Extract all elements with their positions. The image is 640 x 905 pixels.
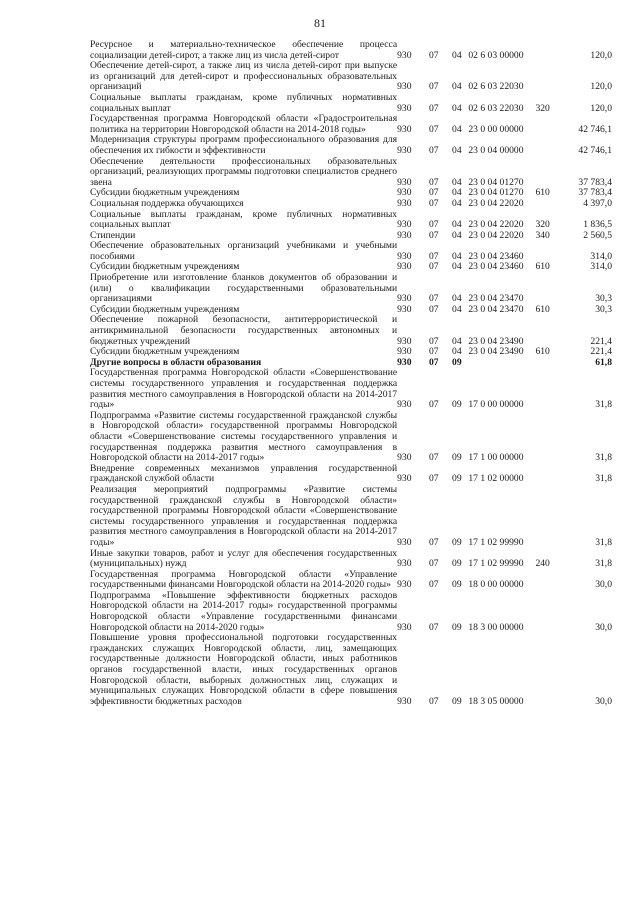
row-name-cell: Обеспечение образовательных организаций учебниками и учебными пособиями [90,240,398,262]
subsection-code-cell: 09 [452,356,462,368]
target-article-cell: 17 1 00 00000 [468,452,524,464]
section-code-cell: 07 [428,250,439,262]
subsection-code-cell: 09 [452,473,462,485]
ministry-code-cell: 930 [397,229,412,241]
expense-type-cell [535,61,560,93]
target-article-cell: 23 0 04 22020 [468,229,524,241]
section-code-cell: 07 [428,219,439,231]
row-name-cell: Государственная программа Новгородской области «Градостроительная политика на территории Новгородской области на 2014-2018 годы» [90,113,398,135]
ministry-code-cell: 930 [397,261,412,273]
row-name-cell: Стипендии [90,229,136,241]
ministry-code-cell: 930 [397,399,412,411]
section-code-cell: 07 [428,473,439,485]
expense-type-cell [535,40,560,61]
amount-cell: 42 746,1 [578,144,612,156]
amount-cell: 31,8 [595,558,612,570]
target-article-cell: 02 6 03 22030 [468,81,524,93]
amount-cell: 31,8 [595,473,612,485]
table-row [90,411,612,464]
subsection-code-cell: 09 [452,536,462,548]
amount-cell: 37 783,4 [578,187,612,199]
expense-type-cell [535,199,560,210]
table-row [90,114,612,135]
subsection-code-cell: 04 [452,261,462,273]
budget-table-body [90,40,612,707]
subsection-code-cell: 09 [452,558,462,570]
expense-type-cell: 240 [535,558,550,570]
ministry-code-cell: 930 [397,144,412,156]
amount-cell: 120,0 [590,102,612,114]
section-code-cell: 07 [428,229,439,241]
section-code-cell: 07 [428,579,439,591]
table-row [90,61,612,93]
ministry-code-cell: 930 [397,123,412,135]
section-code-cell: 07 [428,123,439,135]
target-article-cell [468,358,535,369]
subsection-code-cell: 04 [452,176,462,188]
target-article-cell: 17 0 00 00000 [468,399,524,411]
section-code-cell: 07 [428,49,439,61]
target-article-cell: 23 0 04 23460 [468,250,524,262]
page-number: 81 [314,16,326,30]
section-code-cell: 07 [428,144,439,156]
amount-cell: 120,0 [590,81,612,93]
ministry-code-cell: 930 [397,579,412,591]
subsection-code-cell: 09 [452,621,462,633]
table-row [90,199,612,210]
target-article-cell: 23 0 04 01270 [468,187,524,199]
expense-type-cell [535,411,560,464]
target-article-cell: 23 0 04 23490 [468,346,524,358]
target-article-cell: 02 6 03 22030 [468,102,524,114]
table-row [90,570,612,591]
subsection-code-cell: 04 [452,197,462,209]
subsection-code-cell: 04 [452,250,462,262]
subsection-code-cell: 04 [452,293,462,305]
subsection-code-cell: 04 [452,102,462,114]
ministry-code-cell: 930 [397,219,412,231]
row-name-cell: Подпрограмма «Развитие системы государственной гражданской службы в Новгородской области» государственной программы Новгородской области «Совершенствование системы государственного управления и государственная поддержка развития местного самоуправления в Новгородской области на 2014-2017 годы» [90,409,398,464]
amount-cell: 1 836,5 [583,219,612,231]
expense-type-cell [535,315,560,347]
row-name-cell: Другие вопросы в области образования [90,356,262,368]
amount-cell: 31,8 [595,452,612,464]
subsection-code-cell: 04 [452,219,462,231]
expense-type-cell [535,485,560,549]
amount-cell: 30,3 [595,303,612,315]
expense-type-cell: 320 [535,219,550,231]
section-code-cell: 07 [428,102,439,114]
expense-type-cell: 610 [535,261,550,273]
row-name-cell: Социальная поддержка обучающихся [90,197,244,209]
target-article-cell: 23 0 04 23470 [468,303,524,315]
section-code-cell: 07 [428,621,439,633]
row-name-cell: Субсидии бюджетным учреждениям [90,187,240,199]
amount-cell: 31,8 [595,536,612,548]
section-code-cell: 07 [428,536,439,548]
target-article-cell: 17 1 02 99990 [468,536,524,548]
expense-type-cell: 320 [535,102,550,114]
target-article-cell: 17 1 02 00000 [468,473,524,485]
subsection-code-cell: 09 [452,579,462,591]
expense-type-cell [535,633,560,707]
expense-type-cell [535,241,560,262]
expense-type-cell [535,464,560,485]
target-article-cell: 23 0 04 23490 [468,335,524,347]
row-name-cell: Иные закупки товаров, работ и услуг для обеспечения государственных (муниципальных) нужд [90,547,398,570]
target-article-cell: 23 0 04 00000 [468,144,524,156]
ministry-code-cell: 930 [397,335,412,347]
row-name-cell: Подпрограмма «Повышение эффективности бюджетных расходов Новгородской области на 2014-2017 годы» государственной программы Новгородской области «Управление государственными финансами Новгородской области на 2014-2020 годы» [90,589,398,633]
target-article-cell: 23 0 04 22020 [468,197,524,209]
amount-cell: 30,3 [595,293,612,305]
subsection-code-cell: 04 [452,49,462,61]
ministry-code-cell: 930 [397,303,412,315]
section-code-cell: 07 [428,176,439,188]
target-article-cell: 23 0 04 23470 [468,293,524,305]
subsection-code-cell: 04 [452,346,462,358]
row-name-cell: Повышение уровня профессиональной подготовки государственных гражданских служащих Новгородской области, лиц, замещающих государственные должности Новгородской области, иных работников органов государственной власти, иных государственных органов Новгородской области, выборных должностных лиц, служащих и муниципальных служащих Новгородской области в сфере повышения эффективности бюджетных расходов [90,632,398,707]
section-code-cell: 07 [428,81,439,93]
ministry-code-cell: 930 [397,187,412,199]
section-code-cell: 07 [428,187,439,199]
expense-type-cell [535,157,560,189]
row-name-cell: Приобретение или изготовление бланков документов об образовании и (или) о квалификации государственными образовательными организациями [90,272,398,305]
amount-cell: 42 746,1 [578,123,612,135]
amount-cell: 61,8 [595,356,612,368]
ministry-code-cell: 930 [397,176,412,188]
subsection-code-cell: 04 [452,123,462,135]
expense-type-cell: 610 [535,346,550,358]
ministry-code-cell: 930 [397,473,412,485]
expense-type-cell [535,368,560,410]
section-code-cell: 07 [428,695,439,707]
section-code-cell: 07 [428,197,439,209]
table-row [90,93,612,114]
table-row [90,549,612,570]
ministry-code-cell: 930 [397,536,412,548]
section-code-cell: 07 [428,452,439,464]
section-code-cell: 07 [428,335,439,347]
row-name-cell: Государственная программа Новгородской области «Управление государственными финансами Новгородской области на 2014-2020 годы» [90,568,398,591]
ministry-code-cell: 930 [397,346,412,358]
amount-cell: 314,0 [590,250,612,262]
ministry-code-cell: 930 [397,293,412,305]
expense-type-cell: 610 [535,187,550,199]
subsection-code-cell: 04 [452,187,462,199]
expense-type-cell [535,358,560,369]
ministry-code-cell: 930 [397,452,412,464]
row-name-cell: Социальные выплаты гражданам, кроме публичных нормативных социальных выплат [90,208,398,231]
table-row [90,591,612,633]
table-row [90,210,612,231]
row-name-cell: Модернизация структуры программ профессионального образования для обеспечения их гибкости и эффективности [90,134,398,156]
amount-cell: 2 560,5 [583,229,612,241]
target-article-cell: 23 0 04 01270 [468,176,524,188]
ministry-code-cell: 930 [397,695,412,707]
subsection-code-cell: 04 [452,335,462,347]
section-code-cell: 07 [428,293,439,305]
subsection-code-cell: 09 [452,399,462,411]
table-row [90,464,612,485]
table-row [90,315,612,347]
expense-type-cell [535,570,560,591]
row-name-cell: Субсидии бюджетным учреждениям [90,346,240,358]
budget-table [90,40,612,707]
amount-cell: 30,0 [595,621,612,633]
target-article-cell: 23 0 00 00000 [468,123,524,135]
expense-type-cell [535,273,560,305]
row-name-cell: Обеспечение пожарной безопасности, антитеррористической и антикриминальной безопасности государственных автономных и бюджетных учреждений [90,314,398,347]
ministry-code-cell: 930 [397,49,412,61]
table-row [90,633,612,707]
row-name-cell: Реализация мероприятий подпрограммы «Развитие системы государственной гражданской службы в Новгородской области» государственной программы Новгородской области «Совершенствование системы государственного управления и государственная поддержка развития местного самоуправления в Новгородской области на 2014-2017 годы» [90,483,398,548]
table-row [90,485,612,549]
row-name-cell: Социальные выплаты гражданам, кроме публичных нормативных социальных выплат [90,91,398,114]
amount-cell: 314,0 [590,261,612,273]
target-article-cell: 18 3 05 00000 [468,695,524,707]
expense-type-cell [535,135,560,156]
table-row [90,368,612,410]
subsection-code-cell: 09 [452,452,462,464]
amount-cell: 4 397,0 [583,197,612,209]
row-name-cell: Ресурсное и материально-техническое обеспечение процесса социализации детей-сирот, а также лиц из числа детей-сирот [90,39,398,61]
section-code-cell: 07 [428,399,439,411]
row-name-cell: Субсидии бюджетным учреждениям [90,261,240,273]
row-name-cell: Обеспечение детей-сирот, а также лиц из числа детей-сирот при выпуске из организаций для детей-сирот и профессиональных образовательных организаций [90,60,398,93]
section-code-cell: 07 [428,346,439,358]
subsection-code-cell: 04 [452,229,462,241]
section-code-cell: 07 [428,558,439,570]
row-name-cell: Субсидии бюджетным учреждениям [90,303,240,315]
target-article-cell: 23 0 04 22020 [468,219,524,231]
expense-type-cell [535,114,560,135]
table-row [90,157,612,189]
target-article-cell: 18 0 00 00000 [468,579,524,591]
target-article-cell: 17 1 02 99990 [468,558,524,570]
subsection-code-cell: 09 [452,695,462,707]
table-row [90,273,612,305]
ministry-code-cell: 930 [397,356,412,368]
ministry-code-cell: 930 [397,558,412,570]
section-code-cell: 07 [428,261,439,273]
row-name-cell: Внедрение современных механизмов управления государственной гражданской службой области [90,462,398,485]
subsection-code-cell: 04 [452,81,462,93]
row-name-cell: Обеспечение деятельности профессиональных образовательных организаций, реализующих программы подготовки специалистов среднего звена [90,155,398,188]
expense-type-cell: 610 [535,303,550,315]
amount-cell: 221,4 [590,346,612,358]
amount-cell: 37 783,4 [578,176,612,188]
section-code-cell: 07 [428,356,439,368]
expense-type-cell: 340 [535,229,550,241]
subsection-code-cell: 04 [452,303,462,315]
table-row [90,40,612,61]
ministry-code-cell: 930 [397,197,412,209]
amount-cell: 30,0 [595,695,612,707]
amount-cell: 120,0 [590,49,612,61]
ministry-code-cell: 930 [397,250,412,262]
amount-cell: 31,8 [595,399,612,411]
target-article-cell: 02 6 03 00000 [468,49,524,61]
ministry-code-cell: 930 [397,621,412,633]
row-name-cell: Государственная программа Новгородской области «Совершенствование системы государственного управления и государственная поддержка развития местного самоуправления в Новгородской области на 2014-2017 годы» [90,367,398,411]
amount-cell: 221,4 [590,335,612,347]
target-article-cell: 23 0 04 23460 [468,261,524,273]
subsection-code-cell: 04 [452,144,462,156]
expense-type-cell [535,591,560,633]
section-code-cell: 07 [428,303,439,315]
table-row [90,241,612,262]
amount-cell: 30,0 [595,579,612,591]
ministry-code-cell: 930 [397,81,412,93]
target-article-cell: 18 3 00 00000 [468,621,524,633]
table-row [90,135,612,156]
ministry-code-cell: 930 [397,102,412,114]
